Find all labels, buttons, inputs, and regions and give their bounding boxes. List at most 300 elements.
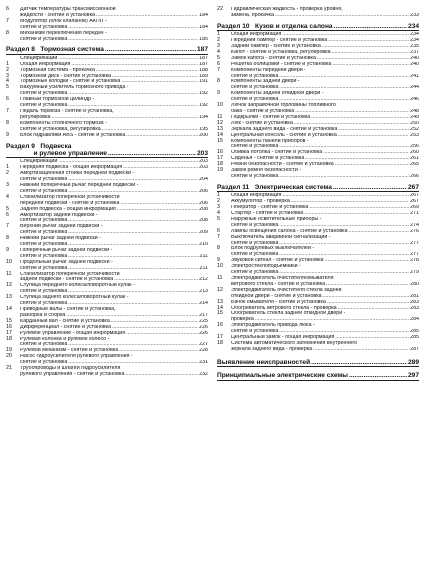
toc-entry[interactable] [6, 283, 208, 295]
entry-title: Общая информация [231, 32, 282, 38]
entry-body [20, 224, 208, 236]
entry-number: 9 [6, 246, 9, 253]
entry-title: снятие и установка [20, 24, 68, 30]
toc-entry[interactable] [6, 307, 208, 319]
entry-page-number: 240 [410, 55, 419, 61]
entry-page-number: 240 [410, 61, 419, 67]
entry-title: Механизм переключения передач - [20, 30, 107, 36]
toc-entry[interactable] [6, 97, 208, 109]
dot-leader [126, 133, 198, 139]
entry-number: 14 [217, 131, 223, 138]
entry-line [231, 13, 419, 19]
section-rule [217, 30, 419, 31]
entry-number: 6 [217, 60, 220, 67]
entry-number: 18 [217, 161, 223, 168]
toc-entry[interactable] [6, 354, 208, 366]
toc-entry[interactable] [6, 224, 208, 236]
entry-title: Электродвигатель очистителя/омывателя [231, 275, 334, 281]
entry-title: снятие и установка [231, 270, 279, 276]
toc-entry[interactable] [217, 168, 419, 180]
section-heading [6, 46, 208, 53]
entry-title: Зеркала заднего вида - снятие и установка [231, 126, 338, 132]
section-heading [217, 23, 419, 30]
section-page-number: 187 [196, 46, 208, 54]
entry-title: Лампы освещения салона - снятие и установка [231, 228, 348, 234]
entry-number: 14 [6, 306, 12, 312]
entry-body [231, 323, 419, 335]
entry-number: 19 [6, 347, 12, 354]
entry-page-number: 261 [410, 156, 419, 162]
entry-title: снятие и установка [20, 301, 68, 307]
entry-line [231, 347, 419, 353]
entry-page-number: 214 [199, 301, 208, 307]
entry-number: 1 [6, 164, 9, 171]
entry-page-number: 232 [199, 371, 208, 377]
toc-entry[interactable] [6, 133, 208, 139]
toc-entry[interactable] [217, 103, 419, 115]
entry-page-number: 234 [410, 32, 419, 38]
entry-title: Тормозные колодки - снятие и установка [20, 79, 121, 85]
entry-number: 15 [217, 137, 223, 144]
entry-page-number: 206 [199, 188, 208, 194]
entry-page-number: 284 [410, 317, 419, 323]
entry-title: Замок капота - снятие и установка [231, 55, 316, 61]
entry-title: Ступица заднего колеса/поворотный кулак - [20, 295, 129, 301]
toc-entry[interactable] [6, 248, 208, 260]
entry-body [231, 68, 419, 80]
toc-entry[interactable] [217, 79, 419, 91]
entry-body [20, 366, 208, 378]
entry-number: 16 [217, 322, 223, 329]
entry-body [231, 7, 419, 19]
entry-title: Датчик температуры трансмиссионной [20, 7, 116, 12]
entry-title: Стартер - снятие и установка [231, 211, 304, 216]
section-title: Раздел 11 Электрическая система [217, 183, 332, 191]
entry-page-number: 274 [410, 222, 419, 228]
entry-title: жидкости - снятие и установка [20, 12, 95, 18]
entry-page-number: 269 [410, 205, 419, 211]
entry-number: 14 [217, 304, 223, 311]
entry-body [20, 307, 208, 319]
section-rule [6, 157, 208, 158]
entry-page-number: 248 [410, 109, 419, 114]
section-title: Выявление неисправностей [217, 358, 311, 366]
entry-page-number: 226 [199, 330, 208, 336]
entry-title: Нижний поперечный рычаг передней подвески - [20, 182, 139, 188]
entry-page-number: 260 [410, 150, 419, 156]
entry-page-number: 233 [410, 12, 419, 18]
entry-number: 8 [217, 78, 220, 85]
section-heading [217, 184, 419, 191]
entry-page-number: 285 [410, 335, 419, 341]
entry-page-number: 211 [199, 253, 208, 259]
entry-title: Передний бампер - снятие и установка [231, 38, 328, 44]
entry-line [20, 372, 208, 378]
entry-body [231, 288, 419, 300]
dot-leader [333, 184, 407, 191]
toc-entry[interactable] [217, 341, 419, 353]
entry-page-number: 184 [199, 12, 208, 18]
entry-title: снятие и установка [20, 360, 68, 366]
toc-entry[interactable] [6, 195, 208, 207]
entry-title: Амортизатор задней подвески - [20, 212, 98, 218]
entry-title: снятие и установка [231, 240, 279, 246]
entry-page-number: 228 [199, 348, 208, 354]
entry-line [231, 174, 419, 180]
entry-body [231, 311, 419, 323]
toc-entry[interactable] [6, 109, 208, 121]
entry-number: 21 [6, 365, 12, 372]
entry-page-number: 208 [199, 206, 208, 212]
entry-number: 10 [217, 263, 223, 270]
entry-title: Компоненты панели приборов - [231, 138, 309, 144]
dot-leader [311, 359, 407, 366]
entry-number: 2 [217, 37, 220, 44]
entry-line [20, 133, 208, 139]
entry-line [20, 37, 208, 43]
toc-entry[interactable] [217, 235, 419, 247]
entry-page-number: 278 [410, 258, 419, 264]
entry-number: 18 [217, 339, 223, 346]
entry-title: Верхний рычаг задней подвески - [20, 224, 103, 230]
entry-body [20, 272, 208, 284]
toc-entry[interactable] [217, 217, 419, 229]
dot-leader [105, 46, 196, 53]
entry-number: 6 [6, 6, 9, 12]
entry-page-number: 189 [199, 73, 208, 79]
entry-page-number: 226 [199, 324, 208, 330]
entry-title: Главный тормозной цилиндр - [20, 97, 95, 103]
toc-entry[interactable] [6, 7, 208, 19]
entry-number: 8 [6, 29, 9, 36]
entry-title: Электростеклоподъемники - [231, 264, 301, 270]
entry-number: 2 [6, 170, 9, 177]
entry-number: 11 [6, 270, 12, 277]
entry-number: 1 [217, 192, 220, 199]
entry-title: Компоненты передней двери - [231, 67, 306, 73]
entry-body [20, 295, 208, 307]
toc-entry[interactable] [6, 31, 208, 43]
entry-title: Компоненты задней двери - [231, 79, 300, 85]
toc-left-column [6, 7, 208, 378]
toc-entry[interactable] [6, 236, 208, 248]
entry-title: Звуковой сигнал - снятие и установка [231, 258, 324, 264]
dot-leader [279, 174, 409, 180]
entry-title: снятие и установка [20, 342, 68, 348]
entry-title: зеркала заднего вида - проверка [231, 346, 313, 352]
entry-page-number: 184 [199, 24, 208, 30]
entry-title: Ремни безопасности - снятие и установка [231, 162, 334, 168]
entry-page-number: 217 [199, 312, 208, 318]
entry-title: Лючок заправочной горловины топливного [231, 103, 336, 109]
entry-number: 7 [6, 17, 9, 24]
section-heading [6, 150, 208, 157]
entry-page-number: 237 [410, 49, 419, 55]
section-page-number: 297 [407, 372, 419, 380]
section-page-number: 267 [407, 183, 419, 191]
entry-page-number: 210 [199, 242, 208, 248]
toc-entry[interactable] [217, 276, 419, 288]
entry-body [20, 109, 208, 121]
entry-number: 5 [217, 215, 220, 222]
entry-number: 2 [6, 66, 9, 73]
entry-title: Общая информация [231, 193, 282, 199]
entry-title: Обогреватель ветрового стекла - проверка [231, 305, 337, 311]
entry-page-number: 277 [410, 252, 419, 258]
entry-number: 4 [217, 48, 220, 55]
entry-page-number: 185 [199, 36, 208, 42]
entry-title: Стабилизатор поперечной устойчивости [20, 194, 120, 200]
entry-title: снятие и установка [231, 173, 279, 179]
entry-page-number: 287 [410, 346, 419, 352]
entry-title: снятие и установка [231, 97, 279, 103]
entry-title: Трубопроводы и шланги гидроусилителя [20, 366, 121, 372]
entry-number: 6 [6, 96, 9, 103]
toc-entry[interactable] [217, 91, 419, 103]
toc-entry[interactable] [217, 311, 419, 323]
entry-page-number: 192 [199, 103, 208, 109]
toc-entry[interactable] [217, 323, 419, 335]
entry-page-number: 188 [199, 67, 208, 73]
entry-body [20, 85, 208, 97]
entry-number: 19 [217, 167, 223, 174]
entry-page-number: 246 [410, 97, 419, 103]
entry-title: Компоненты задней откидной двери - [231, 91, 324, 97]
toc-entry[interactable] [217, 7, 419, 19]
entry-number: 17 [6, 329, 12, 336]
entry-title: Дифференциал - снятие и установка [20, 324, 112, 330]
entry-page-number: 208 [199, 218, 208, 224]
section-title: Раздел 8 Тормозная система [6, 46, 104, 54]
entry-title: снятие и установка [20, 218, 68, 224]
entry-page-number: 213 [199, 289, 208, 295]
entry-number: 16 [217, 149, 223, 156]
entry-number: 15 [217, 310, 223, 317]
entry-body [231, 91, 419, 103]
entry-page-number: 212 [199, 277, 208, 283]
toc-right-column [217, 7, 419, 382]
entry-number: 7 [6, 108, 9, 114]
entry-number: 2 [217, 198, 220, 205]
entry-title: Насос гидроусилителя рулевого управления - [20, 354, 133, 360]
toc-entry[interactable] [6, 295, 208, 307]
entry-page-number: 267 [410, 193, 419, 199]
section-page-number: 203 [196, 149, 208, 157]
entry-number: 13 [217, 125, 223, 132]
entry-title: снятие и установка [20, 36, 68, 42]
entry-title: Поперечный рычаг задней подвески - [20, 247, 113, 253]
entry-number: 7 [6, 223, 9, 230]
entry-title: Капот - снятие и установка, регулировка [231, 49, 331, 55]
entry-title: Замок ремня безопасности - [231, 168, 302, 174]
entry-title: Центральный замок - общая информация [231, 335, 335, 341]
entry-title: Задний бампер - снятие и установка [231, 44, 321, 50]
entry-number: 3 [6, 72, 9, 79]
entry-body [20, 337, 208, 349]
toc-entry[interactable] [6, 19, 208, 31]
entry-body [231, 217, 419, 229]
entry-body [20, 7, 208, 19]
entry-page-number: 253 [410, 132, 419, 138]
entry-title: Спецификации [20, 55, 58, 61]
entry-body [20, 354, 208, 366]
toc-entry[interactable] [6, 183, 208, 195]
toc-entry[interactable] [6, 366, 208, 378]
entry-title: Нижний рычаг задней подвески - [20, 236, 101, 242]
entry-title: Карданный вал - снятие и установка [20, 318, 110, 324]
dot-leader [334, 23, 407, 30]
entry-title: Вакуумный усилитель тормозного привода - [20, 85, 129, 91]
entry-title: снятие и установка [20, 230, 68, 236]
entry-body [20, 183, 208, 195]
entry-body [20, 171, 208, 183]
entry-page-number: 283 [410, 305, 419, 311]
section-heading [6, 143, 208, 150]
entry-body [20, 31, 208, 43]
entry-page-number: 252 [410, 126, 419, 132]
entry-title: регулировка [20, 114, 51, 120]
entry-number: 3 [217, 43, 220, 50]
entry-title: снятие и установка [20, 103, 68, 109]
entry-page-number: 187 [199, 55, 208, 61]
entry-title: снятие и установка [20, 253, 68, 259]
entry-page-number: 192 [199, 91, 208, 97]
entry-number: 4 [217, 210, 220, 216]
toc-entry[interactable] [6, 85, 208, 97]
section-rule [217, 380, 419, 381]
toc-entry[interactable] [6, 171, 208, 183]
section-rule [217, 191, 419, 192]
entry-number: 12 [6, 282, 12, 289]
toc-entry[interactable] [6, 260, 208, 272]
entry-body [231, 235, 419, 247]
entry-number: 9 [217, 257, 220, 264]
entry-title: Решетка облицовки - снятие и установка [231, 61, 332, 67]
entry-title: Наружные осветительные приборы - [231, 216, 322, 222]
toc-entry[interactable] [6, 272, 208, 284]
toc-entry[interactable] [6, 213, 208, 225]
entry-number: 9 [217, 90, 220, 97]
section-heading [217, 372, 419, 379]
entry-number: 5 [6, 205, 9, 212]
entry-page-number: 191 [199, 79, 208, 85]
entry-body [20, 133, 208, 139]
entry-title: Бачок омывателя - снятие и установка [231, 299, 326, 305]
entry-number: 13 [217, 298, 223, 305]
toc-entry[interactable] [217, 139, 419, 151]
toc-entry[interactable] [217, 246, 419, 258]
entry-title: Обогреватель стекла задней откидной двери - [231, 311, 346, 317]
entry-number: 6 [217, 227, 220, 234]
entry-number: 8 [217, 245, 220, 252]
entry-title: Блок подрулевых выключателей - [231, 246, 315, 252]
entry-body [20, 213, 208, 225]
entry-number: 11 [217, 113, 223, 120]
section-page-number: 289 [407, 358, 419, 366]
entry-body [20, 248, 208, 260]
entry-number: 22 [217, 6, 223, 12]
entry-title: снятие и установка [231, 144, 279, 150]
entry-page-number: 266 [410, 173, 419, 179]
entry-title: откидной двери - снятие и установка [231, 293, 322, 299]
entry-title: Спецификации [20, 159, 58, 165]
toc-entry[interactable] [217, 264, 419, 276]
entry-number: 18 [6, 335, 12, 342]
section-rule [6, 54, 208, 55]
entry-title: задней подвески - снятие и установка [20, 277, 114, 283]
entry-number: 6 [6, 211, 9, 218]
entry-body [231, 79, 419, 91]
entry-page-number: 265 [410, 162, 419, 168]
entry-page-number: 267 [410, 199, 419, 205]
entry-number: 1 [6, 60, 9, 67]
dot-leader [313, 347, 409, 353]
entry-title: Компоненты стояночного тормоза - [20, 120, 107, 126]
entry-title: Обивка потолка - снятие и установка [231, 150, 323, 156]
entry-number: 4 [6, 193, 9, 200]
entry-number: 7 [217, 233, 220, 240]
entry-page-number: 283 [410, 299, 419, 305]
entry-body [231, 276, 419, 288]
entry-title: Система автоматического затемнения внутреннего [231, 340, 358, 346]
entry-title: снятие и установка [20, 188, 68, 194]
entry-body [231, 139, 419, 151]
entry-title: передней подвески - снятие и установка [20, 200, 120, 206]
toc-entry[interactable] [6, 337, 208, 349]
dot-leader [349, 372, 407, 379]
entry-body [20, 236, 208, 248]
entry-title: Модулятор (блок клапанов) АКПП - [20, 18, 107, 24]
entry-title: разборка и сборка [20, 312, 66, 318]
entry-title: Люк - снятие и установка [231, 120, 293, 126]
entry-page-number: 200 [199, 132, 208, 138]
entry-number: 17 [217, 334, 223, 341]
entry-body [20, 19, 208, 31]
entry-page-number: 280 [410, 281, 419, 287]
entry-page-number: 241 [410, 73, 419, 79]
section-title: Принципиальные электрические схемы [217, 372, 348, 380]
entry-title: ветрового стекла - снятие и установка [231, 281, 326, 287]
toc-entry[interactable] [6, 121, 208, 133]
entry-title: Блок гидравлики ABS - снятие и установка [20, 132, 126, 138]
toc-entry[interactable] [217, 288, 419, 300]
section-heading [217, 359, 419, 366]
toc-entry[interactable] [217, 68, 419, 80]
section-rule [217, 366, 419, 367]
entry-title: Продольный рычаг задней подвески - [20, 259, 113, 265]
entry-page-number: 234 [410, 38, 419, 44]
section-title: Раздел 9 Подвеска [6, 142, 72, 150]
entry-title: Приводные валы - снятие и установка, [20, 307, 116, 312]
entry-page-number: 203 [199, 165, 208, 171]
entry-body [231, 168, 419, 180]
entry-title: снятие и установка [20, 91, 68, 97]
entry-body [20, 121, 208, 133]
entry-number: 13 [6, 294, 12, 301]
entry-title: Рулевое управление - общая информация [20, 330, 126, 336]
entry-page-number: 204 [199, 177, 208, 183]
entry-title: Тормозная система - прокачка [20, 67, 95, 73]
entry-title: Генератор - снятие и установка [231, 205, 309, 211]
entry-title: Задняя подвеска - общая информация [20, 206, 116, 212]
entry-number: 17 [217, 155, 223, 162]
entry-page-number: 285 [410, 329, 419, 335]
entry-title: Передняя подвеска - общая информация [20, 165, 123, 171]
entry-title: Рулевая колонка и рулевое колесо - [20, 336, 110, 342]
entry-body [231, 264, 419, 276]
entry-body [20, 97, 208, 109]
entry-title: Рулевой механизм - снятие и установка [20, 348, 119, 354]
